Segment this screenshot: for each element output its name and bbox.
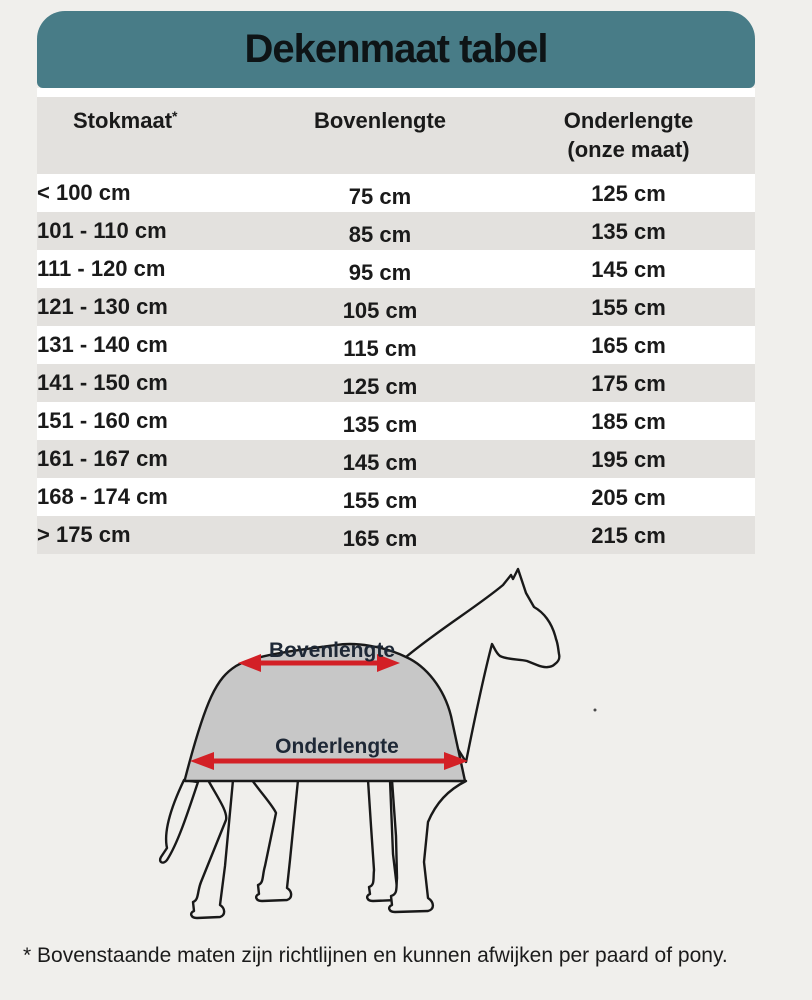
bovenlengte-value: 105 cm: [342, 298, 418, 323]
onderlengte-cell: [502, 440, 755, 478]
bovenlengte-value: 75 cm: [348, 184, 412, 209]
stokmaat-cell: 131 - 140 cm: [37, 326, 258, 364]
bovenlengte-arrow-label: Bovenlengte: [268, 639, 396, 662]
column-header-bovenlengte: [258, 97, 502, 174]
onderlengte-cell: [502, 250, 755, 288]
bovenlengte-cell: [258, 364, 502, 402]
header-row: [37, 97, 755, 174]
onderlengte-cell: [502, 174, 755, 212]
onderlengte-value: 155 cm: [591, 295, 666, 320]
table-row: [37, 402, 755, 440]
onderlengte-arrow-label: Onderlengte: [275, 735, 399, 758]
onderlengte-cell: [502, 212, 755, 250]
onderlengte-value: 195 cm: [591, 447, 666, 472]
table-row: [37, 250, 755, 288]
onderlengte-cell: [502, 326, 755, 364]
onderlengte-value: 175 cm: [591, 371, 666, 396]
horse-measurement-diagram: [140, 560, 600, 932]
footnote-text: * Bovenstaande maten zijn richtlijnen en kunnen afwijken per paard of pony.: [23, 944, 728, 967]
stokmaat-cell: 151 - 160 cm: [37, 402, 258, 440]
table-row: [37, 326, 755, 364]
bovenlengte-cell: [258, 174, 502, 212]
horse-front-near-leg: [389, 780, 466, 912]
stokmaat-cell: 141 - 150 cm: [37, 364, 258, 402]
page-title: Dekenmaat tabel: [244, 27, 548, 71]
stokmaat-cell: 168 - 174 cm: [37, 478, 258, 516]
stokmaat-cell: 121 - 130 cm: [37, 288, 258, 326]
onderlengte-cell: [502, 516, 755, 554]
blanket-size-table: [37, 97, 755, 554]
horse-hind-near-leg: [252, 780, 298, 901]
stokmaat-cell: < 100 cm: [37, 174, 258, 212]
bovenlengte-value: 145 cm: [342, 450, 418, 475]
stokmaat-cell: > 175 cm: [37, 516, 258, 554]
stokmaat-label: Stokmaat: [73, 108, 173, 133]
table-row: [37, 212, 755, 250]
bovenlengte-cell: [258, 516, 502, 554]
bovenlengte-cell: [258, 212, 502, 250]
bovenlengte-cell: [258, 402, 502, 440]
horse-tail: [160, 780, 198, 863]
stokmaat-cell: 161 - 167 cm: [37, 440, 258, 478]
onderlengte-cell: [502, 402, 755, 440]
onderlengte-value: 125 cm: [591, 181, 666, 206]
bovenlengte-value: 115 cm: [343, 336, 417, 361]
onderlengte-label: Onderlengte: [563, 108, 694, 133]
table-row: [37, 478, 755, 516]
title-banner: [37, 11, 755, 88]
onderlengte-value: 135 cm: [591, 219, 666, 244]
onderlengte-cell: [502, 478, 755, 516]
onderlengte-value: 205 cm: [591, 485, 666, 510]
onderlengte-cell: [502, 364, 755, 402]
column-header-stokmaat: [37, 97, 258, 174]
onderlengte-value: 185 cm: [591, 409, 666, 434]
onderlengte-value: 165 cm: [591, 333, 666, 358]
bovenlengte-cell: [258, 478, 502, 516]
stokmaat-cell: 111 - 120 cm: [37, 250, 258, 288]
bovenlengte-value: 165 cm: [342, 526, 418, 551]
table-row: [37, 288, 755, 326]
onze-maat-label: (onze maat): [567, 137, 690, 162]
horse-hind-far-leg: [191, 780, 233, 918]
stray-dot: [594, 709, 597, 712]
bovenlengte-value: 85 cm: [348, 222, 412, 247]
table-row: [37, 440, 755, 478]
onderlengte-value: 145 cm: [591, 257, 666, 282]
bovenlengte-cell: [258, 288, 502, 326]
banner-table-divider: [37, 88, 755, 97]
stokmaat-cell: 101 - 110 cm: [37, 212, 258, 250]
table-row: [37, 516, 755, 554]
bovenlengte-cell: [258, 326, 502, 364]
table-row: [37, 364, 755, 402]
bovenlengte-value: 95 cm: [348, 260, 412, 285]
table-row: [37, 174, 755, 212]
bovenlengte-label: Bovenlengte: [313, 108, 447, 133]
bovenlengte-value: 135 cm: [342, 412, 418, 437]
column-header-onderlengte: [502, 97, 755, 174]
bovenlengte-value: 125 cm: [342, 374, 418, 399]
bovenlengte-cell: [258, 250, 502, 288]
onderlengte-cell: [502, 288, 755, 326]
onderlengte-value: 215 cm: [591, 523, 666, 548]
bovenlengte-value: 155 cm: [342, 488, 418, 513]
bovenlengte-cell: [258, 440, 502, 478]
footnote-marker: *: [172, 108, 178, 124]
